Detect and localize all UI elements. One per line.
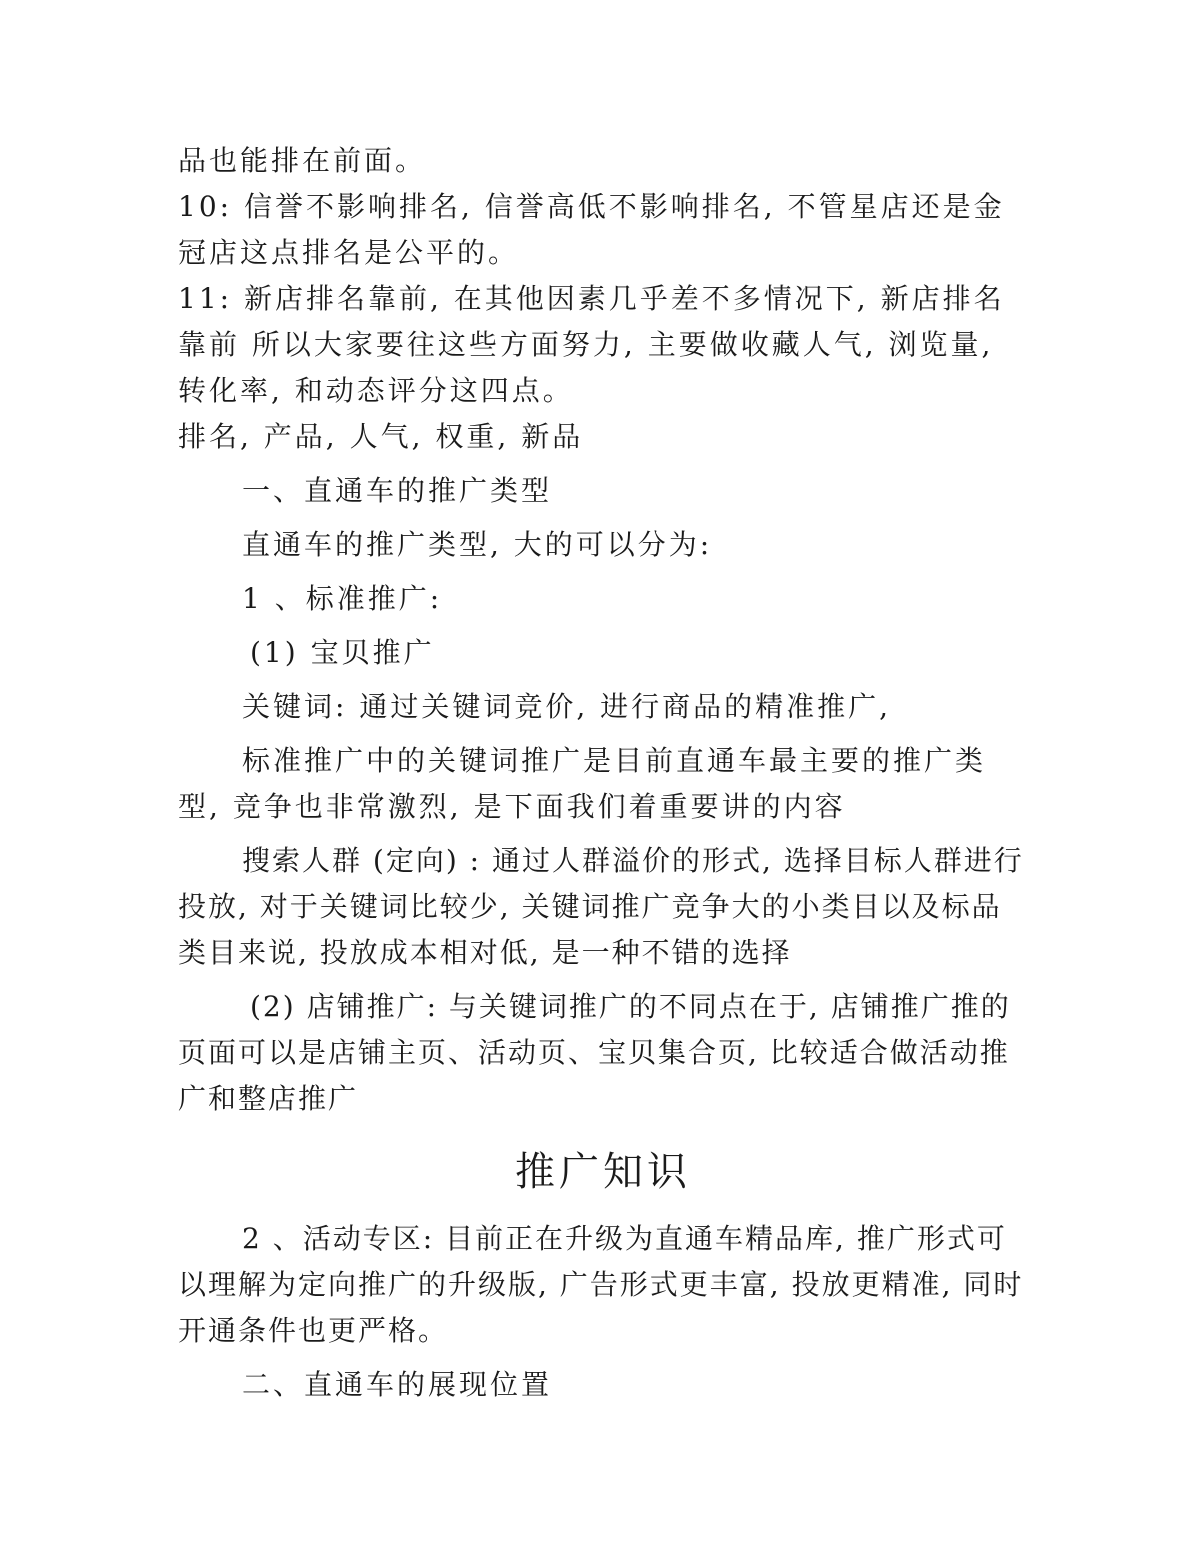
paragraph-point-10: 10: 信誉不影响排名, 信誉高低不影响排名, 不管星店还是金冠店这点排名是公平的。 — [178, 190, 1005, 269]
sub-item-store-promotion: (2) 店铺推广: 与关键词推广的不同点在于, 店铺推广推的页面可以是店铺主页、活动页、宝贝集合页, 比较适合做活动推广和整店推广 — [178, 990, 1011, 1115]
paragraph-keyword: 关键词: 通过关键词竞价, 进行商品的精准推广, — [242, 690, 892, 723]
paragraph-search-crowd: 搜索人群 (定向) : 通过人群溢价的形式, 选择目标人群进行投放, 对于关键词比较少, 关键词推广竞争大的小类目以及标品类目来说, 投放成本相对低, 是一种不错的选择 — [178, 844, 1024, 969]
paragraph-standard: 标准推广中的关键词推广是目前直通车最主要的推广类型, 竞争也非常激烈, 是下面我们着重要讲的内容 — [178, 744, 987, 823]
sub-item-product-promotion: (1) 宝贝推广 — [250, 636, 435, 669]
paragraph-continuation: 品也能排在前面。 — [178, 144, 427, 177]
item-activity-zone: 2 、活动专区: 目前正在升级为直通车精品库, 推广形式可以理解为定向推广的升级版, 广告形式更丰富, 投放更精准, 同时开通条件也更严格。 — [178, 1222, 1024, 1347]
item-standard-promotion: 1 、标准推广: — [242, 582, 443, 615]
section-one-intro: 直通车的推广类型, 大的可以分为: — [242, 528, 713, 561]
paragraph-point-11: 11: 新店排名靠前, 在其他因素几乎差不多情况下, 新店排名靠前 所以大家要往这些方面努力, 主要做收藏人气, 浏览量, 转化率, 和动态评分这四点。 — [178, 282, 1005, 407]
paragraph-keywords: 排名, 产品, 人气, 权重, 新品 — [178, 420, 584, 453]
section-two-heading: 二、直通车的展现位置 — [242, 1368, 553, 1401]
document-body — [178, 138, 1028, 1408]
section-one-heading: 一、直通车的推广类型 — [242, 474, 553, 507]
page-title: 推广知识 — [515, 1149, 691, 1195]
